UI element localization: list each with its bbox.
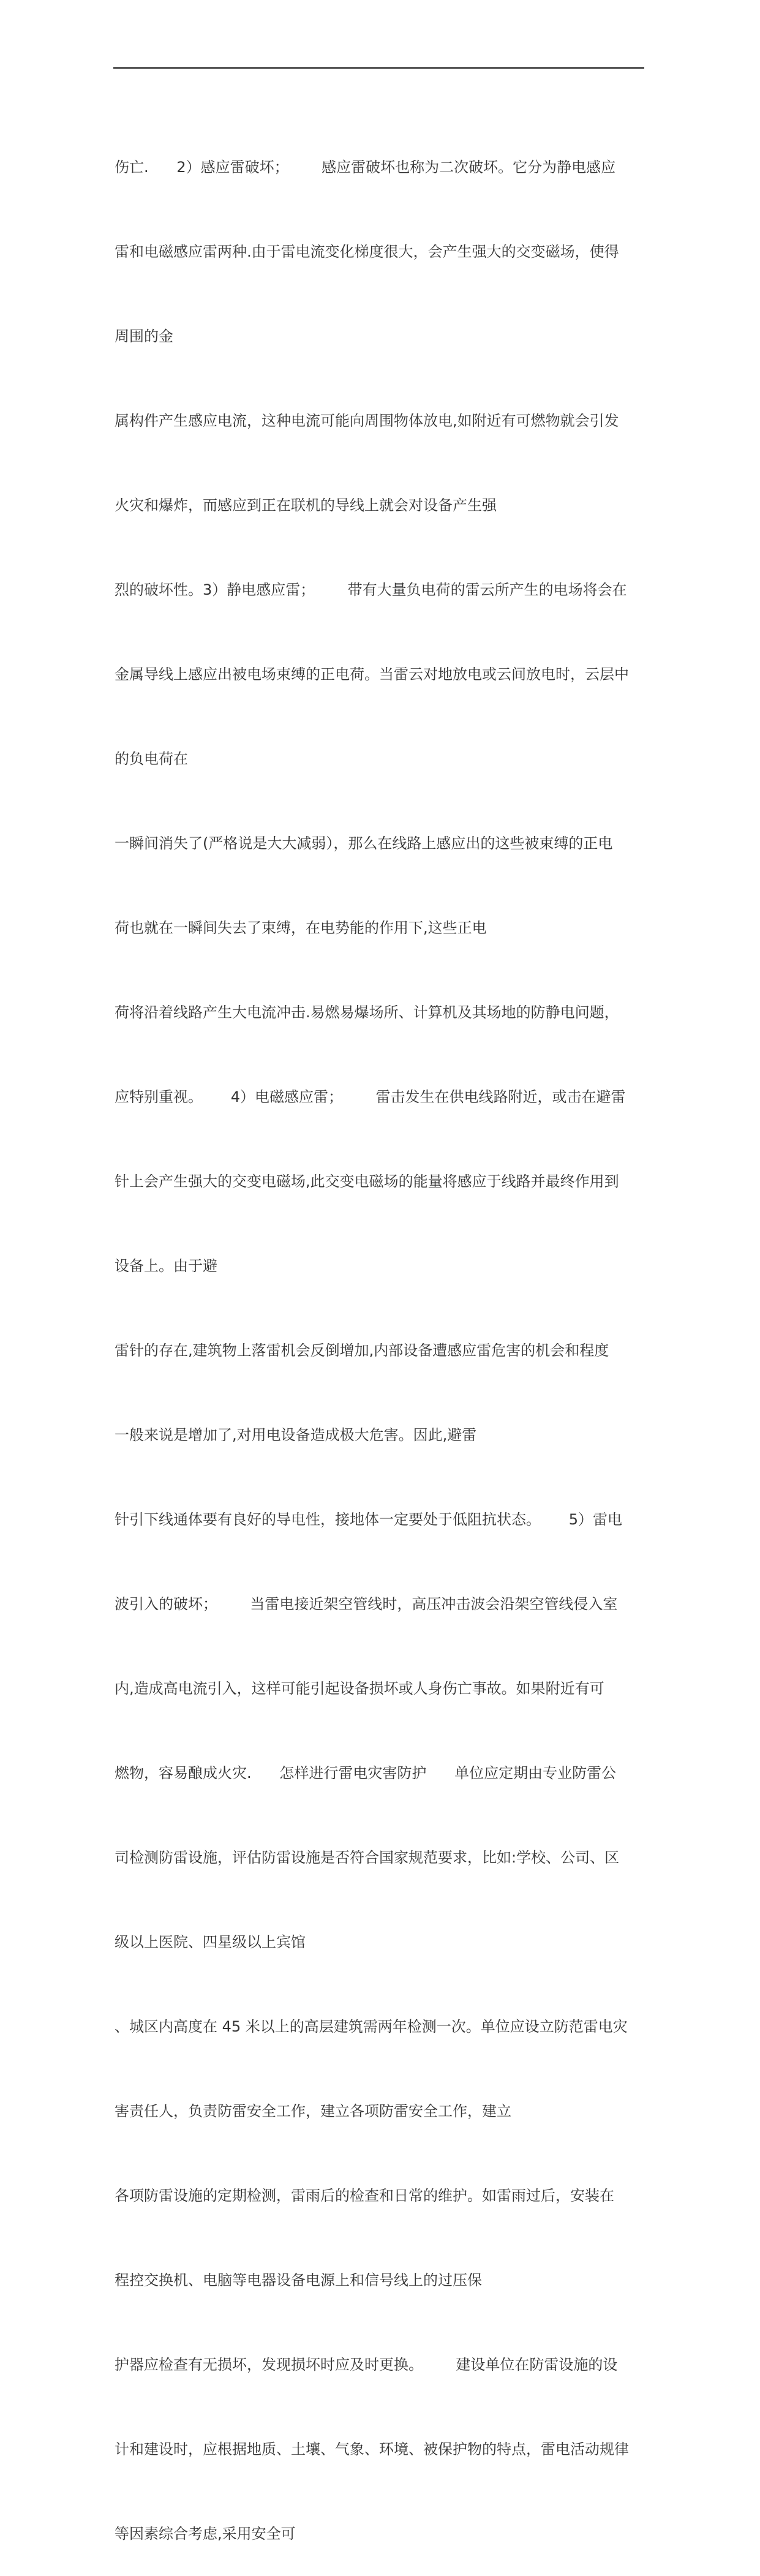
text-line: 程控交换机、电脑等电器设备电源上和信号线上的过压保 [115, 2272, 482, 2289]
text-line: 害责任人，负责防雷安全工作，建立各项防雷安全工作，建立 [115, 2103, 511, 2120]
text-line: 伤亡. 2）感应雷破坏； 感应雷破坏也称为二次破坏。它分为静电感应 [115, 159, 616, 176]
text-line: 应特别重视。 4）电磁感应雷； 雷击发生在供电线路附近，或击在避雷 [115, 1088, 626, 1105]
text-line: 一般来说是增加了,对用电设备造成极大危害。因此,避雷 [115, 1426, 477, 1444]
text-line: 雷和电磁感应雷两种.由于雷电流变化梯度很大，会产生强大的交变磁场，使得 [115, 243, 619, 260]
text-line: 等因素综合考虑,采用安全可 [115, 2525, 296, 2542]
text-line: 级以上医院、四星级以上宾馆 [115, 1934, 306, 1951]
header-rule [113, 67, 644, 69]
text-line: 一瞬间消失了(严格说是大大减弱），那么在线路上感应出的这些被束缚的正电 [115, 835, 613, 852]
text-line: 针上会产生强大的交变电磁场,此交变电磁场的能量将感应于线路并最终作用到 [115, 1173, 619, 1190]
text-line: 、城区内高度在 45 米以上的高层建筑需两年检测一次。单位应设立防范雷电灾 [115, 2018, 628, 2035]
text-line: 属构件产生感应电流，这种电流可能向周围物体放电,如附近有可燃物就会引发 [115, 412, 619, 429]
text-line: 护器应检查有无损坏，发现损坏时应及时更换。 建设单位在防雷设施的设 [115, 2356, 618, 2373]
text-line: 司检测防雷设施，评估防雷设施是否符合国家规范要求，比如:学校、公司、区 [115, 1849, 620, 1866]
text-line: 内,造成高电流引入，这样可能引起设备损坏或人身伤亡事故。如果附近有可 [115, 1680, 604, 1697]
text-line: 火灾和爆炸，而感应到正在联机的导线上就会对设备产生强 [115, 497, 497, 514]
text-line: 烈的破坏性。3）静电感应雷； 带有大量负电荷的雷云所产生的电场将会在 [115, 581, 627, 598]
text-line: 波引入的破坏； 当雷电接近架空管线时，高压冲击波会沿架空管线侵入室 [115, 1595, 618, 1613]
text-line: 雷针的存在,建筑物上落雷机会反倒增加,内部设备遭感应雷危害的机会和程度 [115, 1342, 609, 1359]
text-line: 荷将沿着线路产生大电流冲击.易燃易爆场所、计算机及其场地的防静电问题， [115, 1004, 619, 1021]
text-line: 计和建设时，应根据地质、土壤、气象、环境、被保护物的特点，雷电活动规律 [115, 2441, 629, 2458]
text-line: 荷也就在一瞬间失去了束缚，在电势能的作用下,这些正电 [115, 919, 487, 936]
document-body [115, 97, 653, 2576]
text-line: 燃物，容易酿成火灾. 怎样进行雷电灾害防护 单位应定期由专业防雷公 [115, 1764, 617, 1782]
text-line: 设备上。由于避 [115, 1257, 217, 1275]
text-line: 的负电荷在 [115, 750, 188, 767]
text-line: 针引下线通体要有良好的导电性，接地体一定要处于低阻抗状态。 5）雷电 [115, 1511, 623, 1528]
text-line: 各项防雷设施的定期检测，雷雨后的检查和日常的维护。如雷雨过后，安装在 [115, 2187, 614, 2204]
text-line: 金属导线上感应出被电场束缚的正电荷。当雷云对地放电或云间放电时，云层中 [115, 666, 629, 683]
text-line: 周围的金 [115, 328, 173, 345]
